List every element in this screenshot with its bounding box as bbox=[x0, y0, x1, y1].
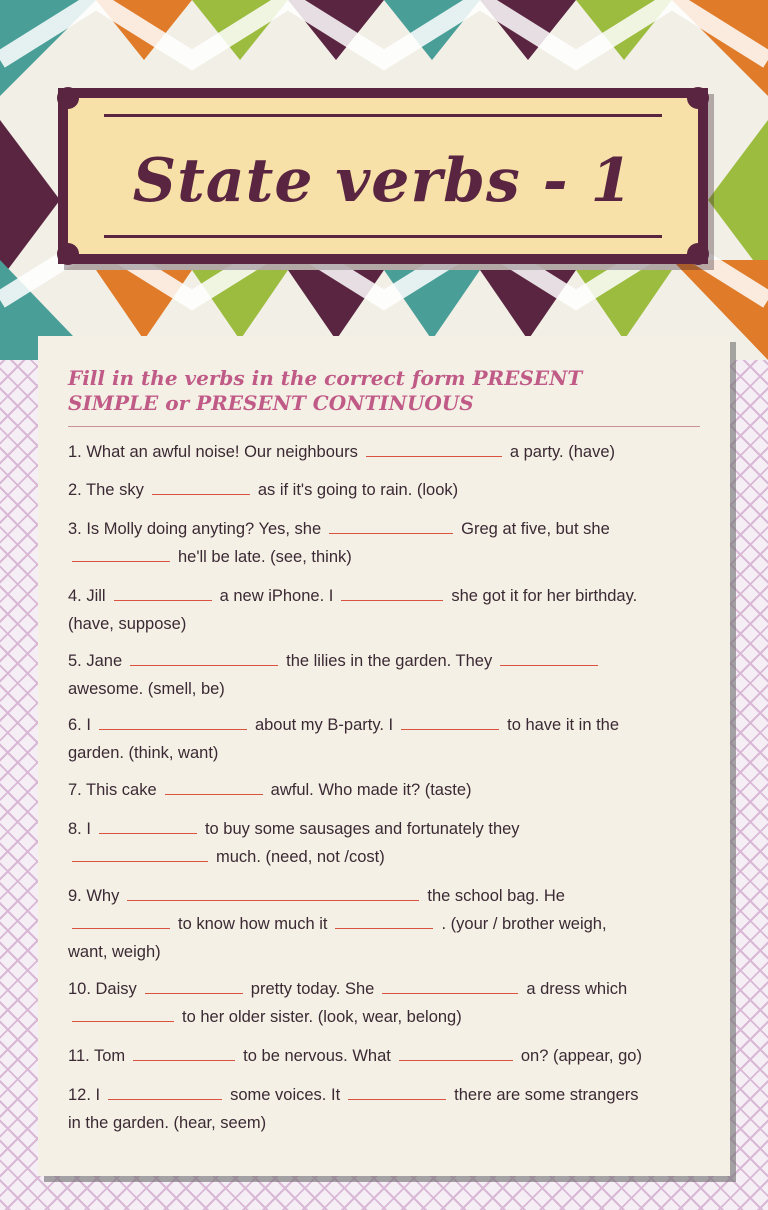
question-3 bbox=[68, 515, 708, 571]
question-5 bbox=[68, 647, 708, 703]
question-text: . (your / brother weigh, bbox=[441, 915, 607, 933]
answer-blank[interactable] bbox=[500, 651, 598, 666]
answer-blank[interactable] bbox=[127, 886, 419, 901]
question-text: garden. (think, want) bbox=[68, 744, 219, 762]
page-title: State verbs - 1 bbox=[132, 146, 634, 216]
answer-blank[interactable] bbox=[72, 547, 170, 562]
question-text: awful. Who made it? (taste) bbox=[270, 781, 472, 799]
title-bottom-rule bbox=[104, 235, 662, 238]
question-text: about my B-party. I bbox=[254, 716, 394, 734]
question-7 bbox=[68, 776, 708, 804]
corner-ornament bbox=[687, 87, 709, 109]
question-text: to know how much it bbox=[178, 915, 328, 933]
answer-blank[interactable] bbox=[114, 586, 212, 601]
question-text: there are some strangers bbox=[454, 1086, 639, 1104]
question-text: to have it in the bbox=[507, 716, 620, 734]
question-text: (have, suppose) bbox=[68, 615, 187, 633]
question-6 bbox=[68, 711, 708, 767]
instructions-divider bbox=[68, 426, 700, 427]
question-text: 3. Is Molly doing anyting? Yes, she bbox=[68, 520, 322, 538]
question-text: much. (need, not /cost) bbox=[216, 848, 385, 866]
question-9 bbox=[68, 882, 708, 966]
question-text: 11. Tom bbox=[68, 1047, 126, 1065]
question-1 bbox=[68, 438, 708, 466]
question-text: 5. Jane bbox=[68, 652, 123, 670]
answer-blank[interactable] bbox=[145, 979, 243, 994]
question-text: in the garden. (hear, seem) bbox=[68, 1114, 267, 1132]
question-11 bbox=[68, 1042, 708, 1070]
corner-ornament bbox=[57, 243, 79, 265]
title-plate bbox=[58, 88, 708, 264]
question-text: 12. I bbox=[68, 1086, 101, 1104]
question-text: 1. What an awful noise! Our neighbours bbox=[68, 443, 358, 461]
question-text: 4. Jill bbox=[68, 587, 106, 605]
question-text: to her older sister. (look, wear, belong) bbox=[182, 1008, 462, 1026]
question-text: he'll be late. (see, think) bbox=[178, 548, 352, 566]
answer-blank[interactable] bbox=[335, 914, 433, 929]
question-text: 10. Daisy bbox=[68, 980, 137, 998]
question-12 bbox=[68, 1081, 708, 1137]
question-text: a party. (have) bbox=[509, 443, 615, 461]
question-text: awesome. (smell, be) bbox=[68, 680, 225, 698]
answer-blank[interactable] bbox=[165, 780, 263, 795]
worksheet-card bbox=[38, 336, 730, 1176]
question-8 bbox=[68, 815, 708, 871]
question-2 bbox=[68, 476, 708, 504]
answer-blank[interactable] bbox=[72, 914, 170, 929]
question-text: the lilies in the garden. They bbox=[286, 652, 493, 670]
question-text: she got it for her birthday. bbox=[451, 587, 638, 605]
question-text: a dress which bbox=[526, 980, 628, 998]
answer-blank[interactable] bbox=[133, 1046, 235, 1061]
answer-blank[interactable] bbox=[348, 1085, 446, 1100]
answer-blank[interactable] bbox=[130, 651, 278, 666]
answer-blank[interactable] bbox=[99, 819, 197, 834]
question-text: 9. Why bbox=[68, 887, 120, 905]
question-text: 7. This cake bbox=[68, 781, 157, 799]
question-text: on? (appear, go) bbox=[520, 1047, 642, 1065]
answer-blank[interactable] bbox=[399, 1046, 513, 1061]
question-text: 2. The sky bbox=[68, 481, 144, 499]
question-text: want, weigh) bbox=[68, 943, 161, 961]
answer-blank[interactable] bbox=[72, 847, 208, 862]
corner-ornament bbox=[57, 87, 79, 109]
title-panel bbox=[68, 98, 698, 254]
question-4 bbox=[68, 582, 708, 638]
question-text: to be nervous. What bbox=[243, 1047, 391, 1065]
answer-blank[interactable] bbox=[341, 586, 443, 601]
answer-blank[interactable] bbox=[152, 480, 250, 495]
answer-blank[interactable] bbox=[99, 715, 247, 730]
question-10 bbox=[68, 975, 708, 1031]
question-text: some voices. It bbox=[230, 1086, 341, 1104]
title-top-rule bbox=[104, 114, 662, 117]
question-text: Greg at five, but she bbox=[461, 520, 610, 538]
answer-blank[interactable] bbox=[401, 715, 499, 730]
answer-blank[interactable] bbox=[329, 519, 453, 534]
question-text: 8. I bbox=[68, 820, 91, 838]
question-text: a new iPhone. I bbox=[219, 587, 334, 605]
answer-blank[interactable] bbox=[72, 1007, 174, 1022]
answer-blank[interactable] bbox=[366, 442, 502, 457]
answer-blank[interactable] bbox=[382, 979, 518, 994]
corner-ornament bbox=[687, 243, 709, 265]
answer-blank[interactable] bbox=[108, 1085, 222, 1100]
question-text: as if it's going to rain. (look) bbox=[257, 481, 459, 499]
question-text: the school bag. He bbox=[427, 887, 565, 905]
instructions: Fill in the verbs in the correct form PRESENT SIMPLE or PRESENT CONTINUOUS bbox=[68, 366, 583, 415]
question-text: to buy some sausages and fortunately they bbox=[204, 820, 520, 838]
question-text: 6. I bbox=[68, 716, 91, 734]
question-text: pretty today. She bbox=[250, 980, 375, 998]
